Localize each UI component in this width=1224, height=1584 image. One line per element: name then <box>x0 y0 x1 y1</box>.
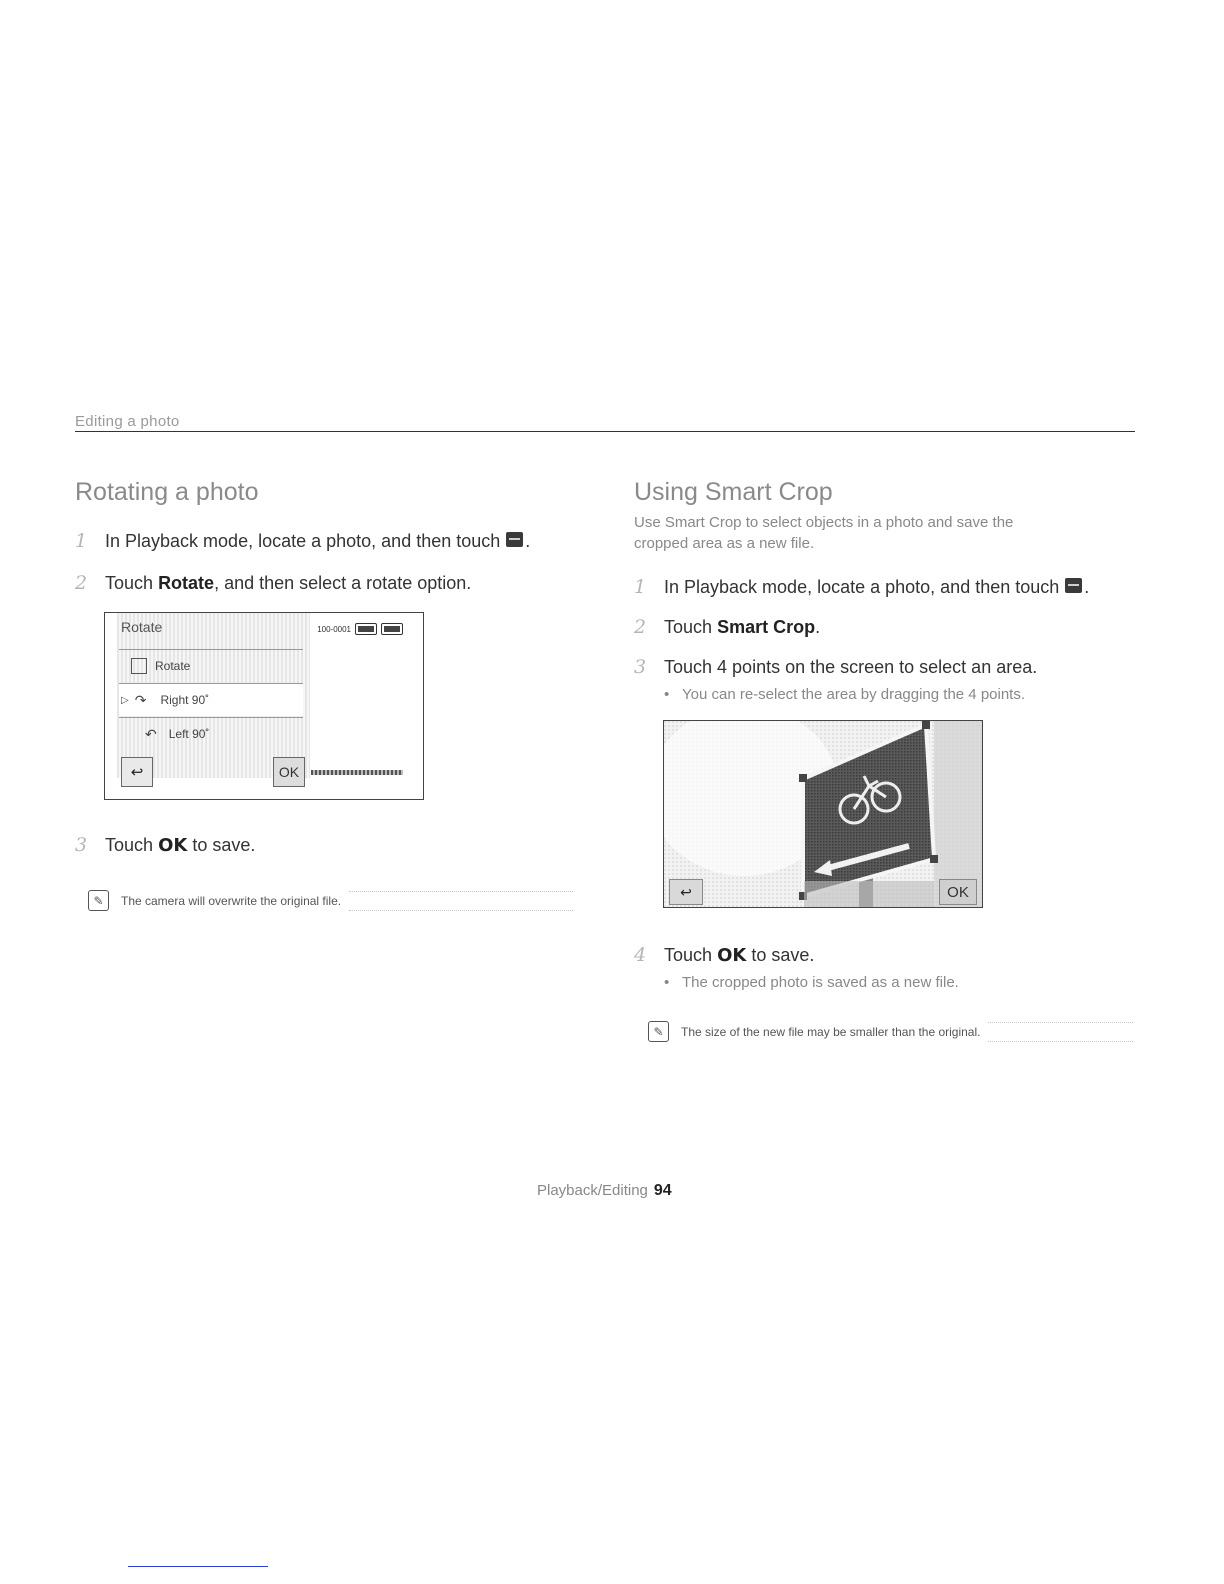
ok-label: OK <box>158 835 188 856</box>
step-number: 4 <box>634 944 647 966</box>
step-text: Touch 4 points on the screen to select an area. <box>664 657 1038 677</box>
ok-button[interactable]: OK <box>273 757 305 787</box>
step-text-post: . <box>815 617 821 637</box>
bullet-text: You can re-select the area by dragging the 4 points. <box>682 686 1026 703</box>
footer-link-underline <box>128 1566 268 1567</box>
rotate-step-1: 1 In Playback mode, locate a photo, and then touch . <box>75 530 531 552</box>
step-text-pre: Touch <box>664 945 713 965</box>
smart-crop-intro-line1: Use Smart Crop to select objects in a photo and save the <box>634 514 1014 531</box>
rotate-step-3 <box>75 834 255 856</box>
footer-section: Playback/Editing <box>537 1182 648 1199</box>
step-text: In Playback mode, locate a photo, and then touch <box>664 577 1060 597</box>
step-text-pre: Touch <box>664 617 713 637</box>
note-icon: ✎ <box>648 1021 669 1042</box>
step-number: 3 <box>75 834 88 856</box>
rotate-step-2 <box>75 572 471 594</box>
smart-crop-title: Using Smart Crop <box>634 478 833 506</box>
step-text-post: , and then select a rotate option. <box>214 573 472 593</box>
step-text-pre: Touch <box>105 573 154 593</box>
note-dotted-band <box>349 891 573 911</box>
crop-step-3-bullet: • You can re-select the area by dragging the 4 points. <box>664 686 1026 703</box>
menu-item-label: Rotate <box>155 659 191 673</box>
rotate-right-icon: ↷ <box>134 691 147 708</box>
smart-crop-option-name: Smart Crop <box>717 617 816 637</box>
step-text-post: to save. <box>192 835 256 855</box>
back-button[interactable] <box>669 879 703 905</box>
page-footer <box>537 1182 672 1200</box>
note-dotted-band <box>988 1022 1133 1042</box>
smart-crop-intro-line2: cropped area as a new file. <box>634 535 815 552</box>
back-arrow-icon: ↩ <box>680 883 692 900</box>
menu-item-label: Left 90˚ <box>168 727 210 741</box>
section-header: Editing a photo <box>75 413 180 430</box>
crop-step-2 <box>634 616 820 638</box>
step-number: 1 <box>75 530 88 552</box>
rotate-note <box>88 890 573 911</box>
step-text: In Playback mode, locate a photo, and then touch <box>105 531 501 551</box>
rotate-screen <box>104 612 424 800</box>
header-divider <box>75 431 1135 432</box>
rotate-menu-title: Rotate <box>121 619 163 635</box>
crop-note <box>648 1021 1133 1042</box>
ok-label: OK <box>717 945 747 966</box>
rotate-menu-item-right[interactable] <box>119 683 303 716</box>
file-number: 100-0001 <box>317 624 351 634</box>
note-text: The size of the new file may be smaller than the original. <box>681 1024 981 1039</box>
note-icon: ✎ <box>88 890 109 911</box>
back-button[interactable] <box>121 757 153 787</box>
crop-step-4-bullet: • The cropped photo is saved as a new file. <box>664 974 959 991</box>
step-number: 3 <box>634 656 647 678</box>
rotate-option-name: Rotate <box>158 573 215 593</box>
progress-bar <box>311 770 403 775</box>
step-number: 2 <box>634 616 647 638</box>
smart-crop-screen <box>663 720 983 908</box>
rotate-menu-item-left[interactable] <box>119 717 303 750</box>
crop-step-1: 1 In Playback mode, locate a photo, and then touch . <box>634 576 1090 598</box>
rotate-title: Rotating a photo <box>75 478 259 506</box>
pointer-icon: ▷ <box>121 694 129 706</box>
rotate-left-icon: ↶ <box>145 725 157 742</box>
step-text-pre: Touch <box>105 835 154 855</box>
bullet-text: The cropped photo is saved as a new file. <box>682 974 959 991</box>
step-text-post: to save. <box>751 945 815 965</box>
battery-icon <box>381 623 403 635</box>
menu-icon <box>506 532 523 547</box>
note-text: The camera will overwrite the original file. <box>121 893 342 908</box>
ok-button[interactable]: OK <box>939 879 977 905</box>
menu-item-label: Right 90˚ <box>160 693 210 707</box>
file-info <box>317 623 403 635</box>
off-icon <box>131 658 147 674</box>
step-number: 1 <box>634 576 647 598</box>
page-number: 94 <box>653 1182 672 1199</box>
step-number: 2 <box>75 572 88 594</box>
smart-crop-photo <box>664 721 982 907</box>
crop-step-3 <box>634 656 1037 678</box>
rotate-menu-item-off[interactable] <box>119 649 303 682</box>
crop-step-4 <box>634 944 814 966</box>
memory-icon <box>355 623 377 635</box>
back-arrow-icon: ↩ <box>130 764 144 781</box>
menu-icon <box>1065 578 1082 593</box>
